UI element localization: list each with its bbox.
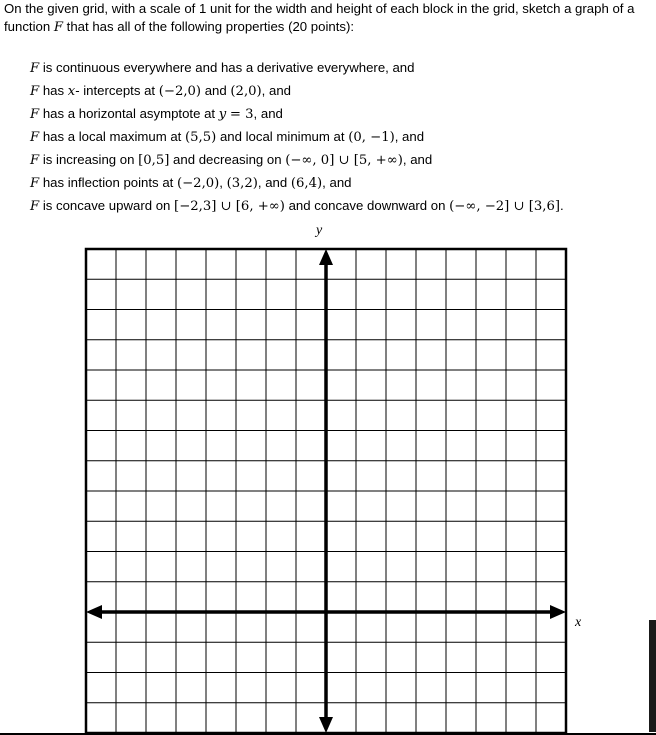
x-axis-arrow-left-icon [86, 605, 102, 619]
property-6: F has inflection points at (−2,0), (3,2), and (6,4), and [30, 175, 352, 191]
property-1: F is continuous everywhere and has a derivative everywhere, and [30, 60, 415, 76]
property-7: F is concave upward on [−2,3] ∪ [6, +∞) and concave downward on (−∞, −2] ∪ [3,6]. [30, 198, 564, 214]
instructions-line-1: On the given grid, with a scale of 1 unit for the width and height of each block in the grid, sketch a graph of a [4, 1, 635, 16]
y-axis-arrow-down-icon [319, 717, 333, 733]
property-2: F has x- intercepts at (−2,0) and (2,0), and [30, 83, 292, 99]
property-3: F has a horizontal asymptote at y = 3, and [30, 106, 283, 122]
x-axis-arrow-right-icon [550, 605, 566, 619]
x-axis-label: x [575, 615, 582, 630]
property-5: F is increasing on [0,5] and decreasing on (−∞, 0] ∪ [5, +∞), and [30, 152, 433, 168]
y-axis-label: y [316, 223, 323, 238]
scrollbar-thumb[interactable] [649, 620, 656, 732]
property-4: F has a local maximum at (5,5) and local minimum at (0, −1), and [30, 129, 425, 145]
y-axis-arrow-up-icon [319, 249, 333, 265]
instructions-line-2: function F that has all of the following properties (20 points): [4, 19, 355, 35]
